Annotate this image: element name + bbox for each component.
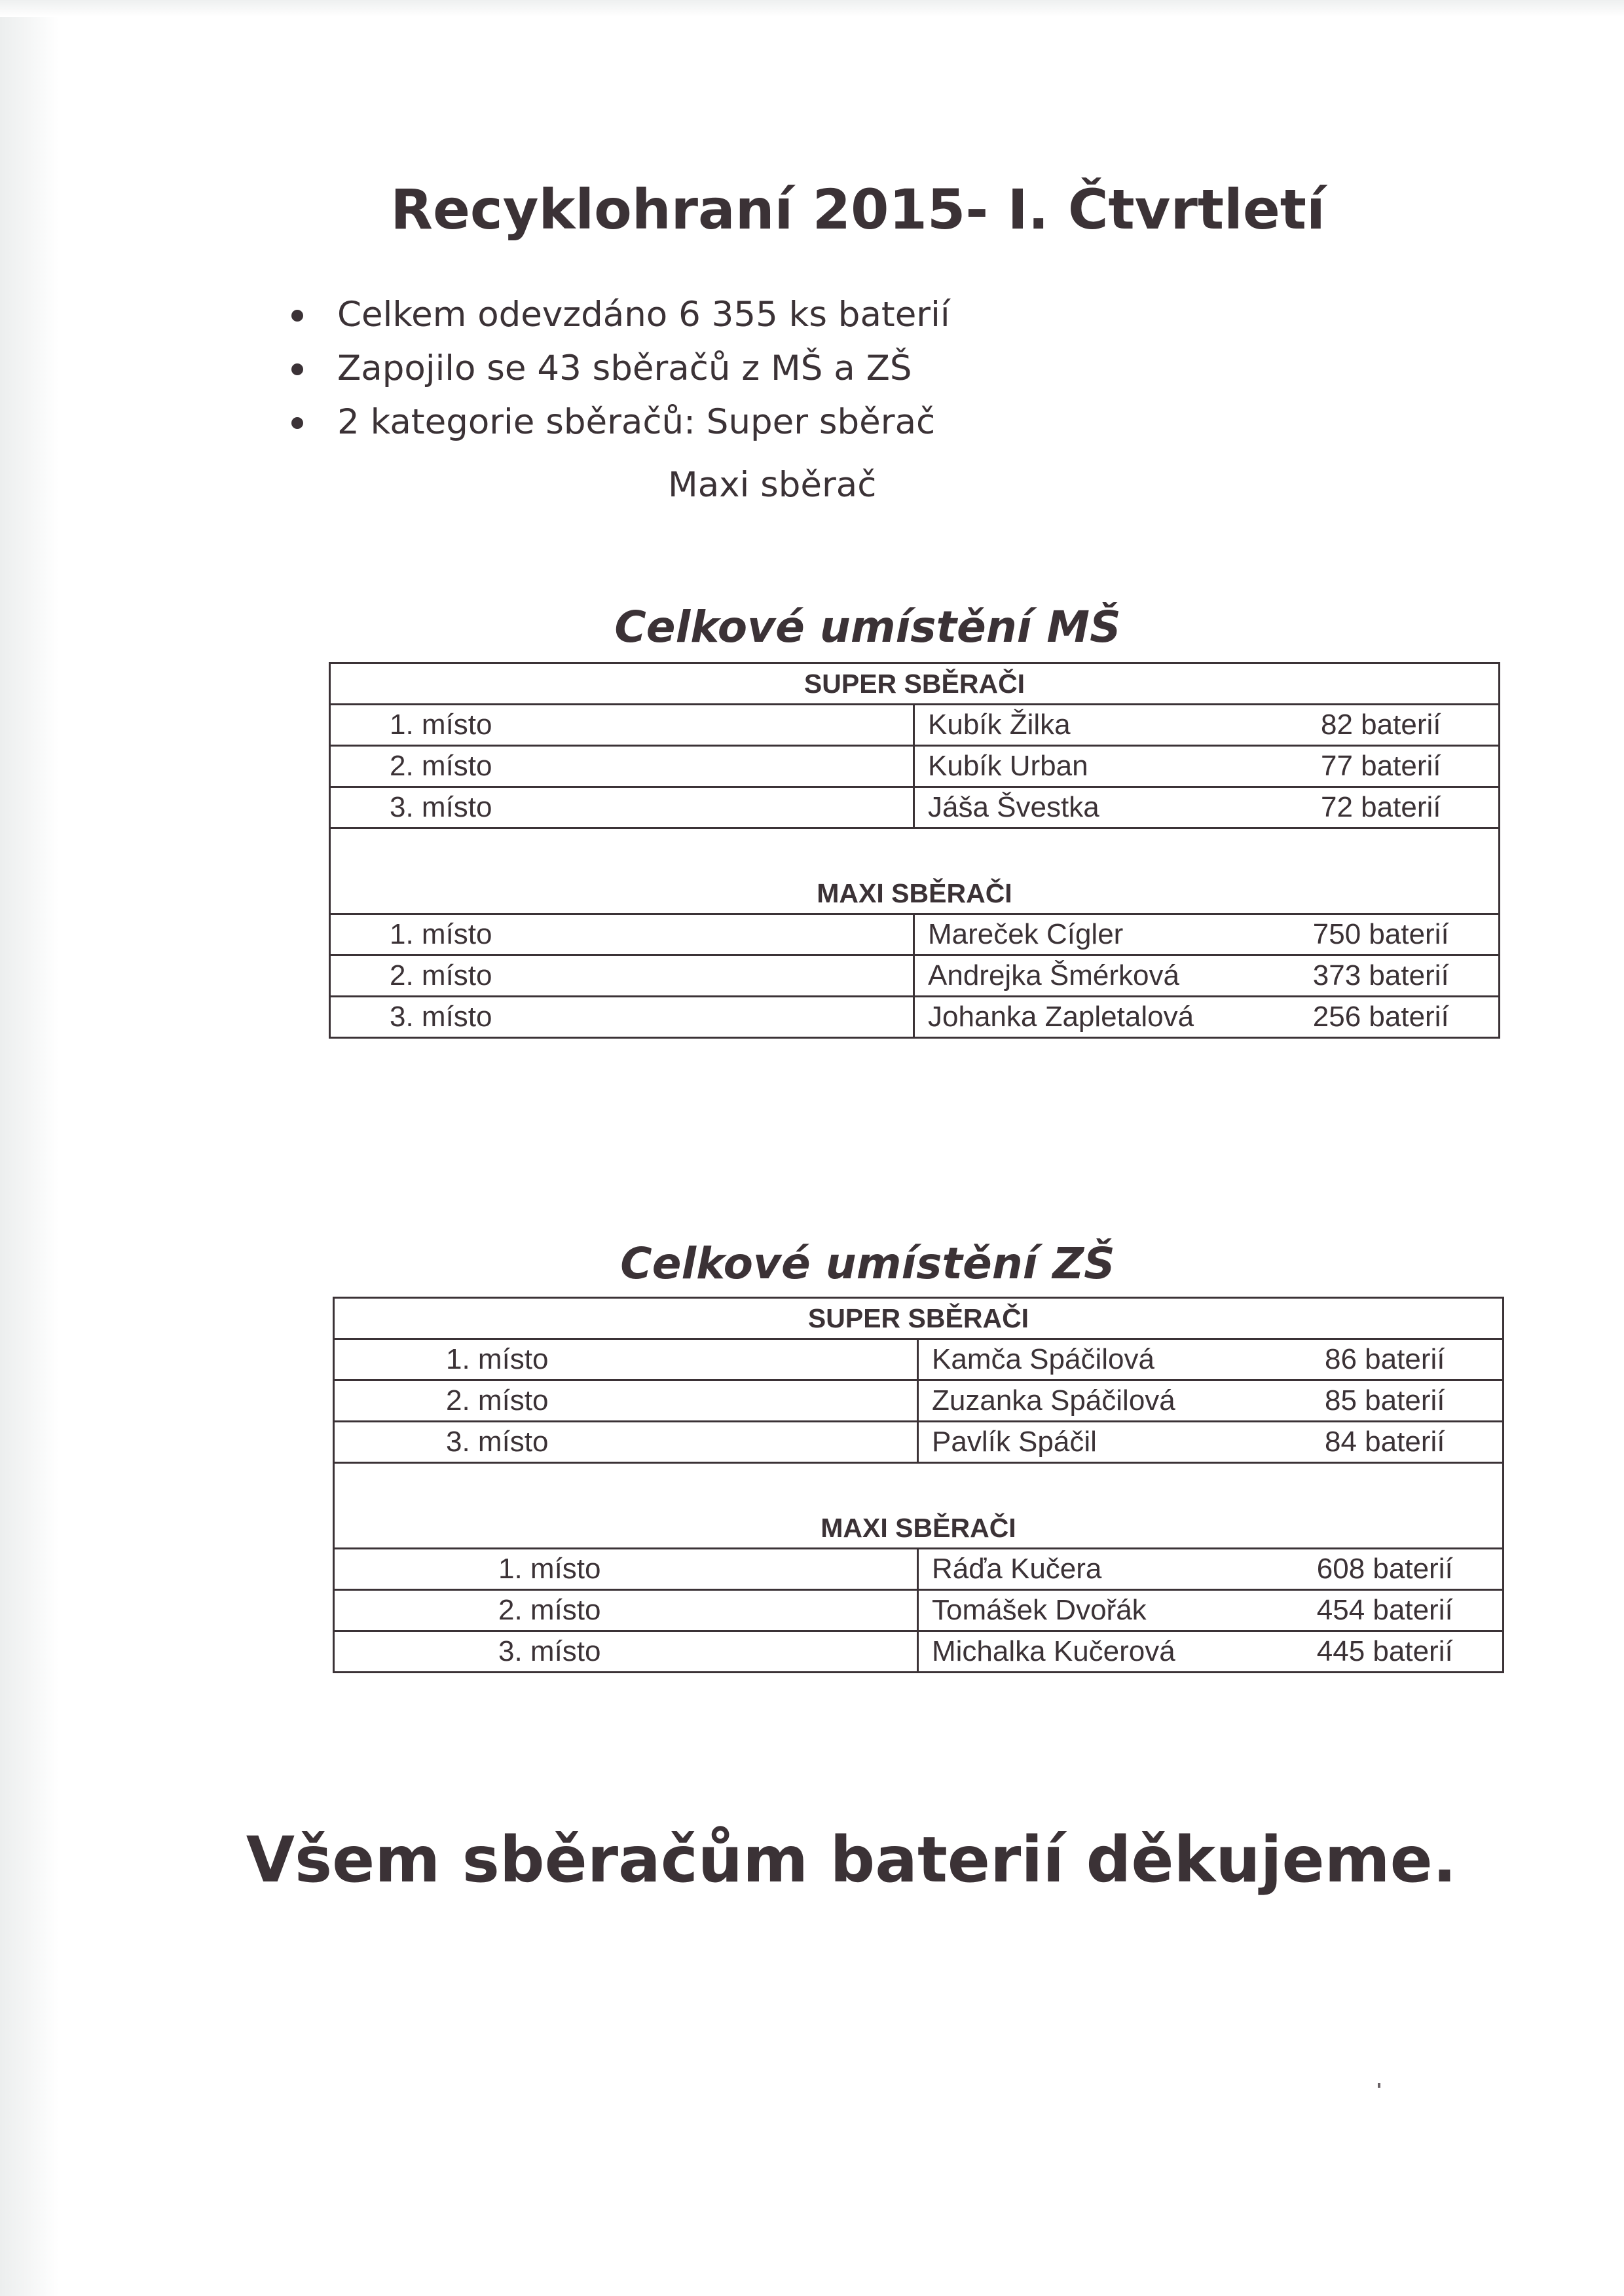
table-row — [334, 1339, 1504, 1380]
category-header-super: SUPER SBĚRAČI — [334, 1298, 1504, 1339]
table-row — [334, 1380, 1504, 1422]
table-row — [330, 914, 1500, 955]
place-cell: 3. místo — [330, 997, 914, 1038]
bullet-icon — [291, 417, 303, 429]
bullet-icon — [291, 310, 303, 322]
place-cell: 1. místo — [334, 1339, 918, 1380]
count-cell: 608 baterií — [1268, 1549, 1504, 1590]
count-cell: 77 baterií — [1264, 746, 1500, 787]
summary-item-text: Celkem odevzdáno 6 355 ks baterií — [337, 295, 950, 335]
count-cell: 454 baterií — [1268, 1590, 1504, 1631]
scan-edge — [0, 0, 59, 2296]
scan-speck — [1378, 2083, 1380, 2088]
count-cell: 256 baterií — [1264, 997, 1500, 1038]
table-row — [330, 705, 1500, 746]
name-cell: Jáša Švestka — [914, 787, 1264, 828]
closing-message: Všem sběračům baterií děkujeme. — [246, 1823, 1457, 1897]
table-row — [334, 1422, 1504, 1463]
summary-item — [291, 396, 950, 449]
count-cell: 85 baterií — [1268, 1380, 1504, 1422]
table-header-row — [334, 1463, 1504, 1549]
count-cell: 82 baterií — [1264, 705, 1500, 746]
count-cell: 750 baterií — [1264, 914, 1500, 955]
name-cell: Kubík Žilka — [914, 705, 1264, 746]
name-cell: Pavlík Spáčil — [918, 1422, 1268, 1463]
place-cell: 1. místo — [330, 705, 914, 746]
table-header-row — [330, 663, 1500, 705]
table-row — [334, 1549, 1504, 1590]
summary-item-continuation: Maxi sběrač — [668, 465, 877, 505]
table-row — [334, 1631, 1504, 1673]
results-table-zs — [333, 1297, 1504, 1673]
place-cell: 2. místo — [334, 1590, 918, 1631]
place-cell: 2. místo — [330, 746, 914, 787]
count-cell: 445 baterií — [1268, 1631, 1504, 1673]
category-header-maxi: MAXI SBĚRAČI — [330, 828, 1500, 914]
summary-list — [291, 288, 950, 449]
category-header-super: SUPER SBĚRAČI — [330, 663, 1500, 705]
count-cell: 373 baterií — [1264, 955, 1500, 997]
name-cell: Kubík Urban — [914, 746, 1264, 787]
table-row — [334, 1590, 1504, 1631]
table-row — [330, 746, 1500, 787]
bullet-icon — [291, 363, 303, 375]
category-header-maxi: MAXI SBĚRAČI — [334, 1463, 1504, 1549]
document-title: Recyklohraní 2015- I. Čtvrtletí — [390, 177, 1325, 242]
section-title-zs: Celkové umístění ZŠ — [620, 1238, 1115, 1289]
name-cell: Mareček Cígler — [914, 914, 1264, 955]
name-cell: Kamča Spáčilová — [918, 1339, 1268, 1380]
name-cell: Zuzanka Spáčilová — [918, 1380, 1268, 1422]
summary-item-text: 2 kategorie sběračů: Super sběrač — [337, 402, 936, 442]
place-cell: 1. místo — [334, 1549, 918, 1590]
name-cell: Andrejka Šmérková — [914, 955, 1264, 997]
place-cell: 2. místo — [334, 1380, 918, 1422]
table-row — [330, 787, 1500, 828]
table-header-row — [330, 828, 1500, 914]
scan-edge-top — [0, 0, 1624, 17]
summary-item — [291, 342, 950, 396]
results-table-ms — [329, 662, 1500, 1039]
place-cell: 3. místo — [334, 1631, 918, 1673]
table-row — [330, 955, 1500, 997]
name-cell: Ráďa Kučera — [918, 1549, 1268, 1590]
section-title-ms: Celkové umístění MŠ — [614, 602, 1121, 652]
name-cell: Tomášek Dvořák — [918, 1590, 1268, 1631]
place-cell: 3. místo — [330, 787, 914, 828]
summary-item — [291, 288, 950, 342]
place-cell: 1. místo — [330, 914, 914, 955]
name-cell: Johanka Zapletalová — [914, 997, 1264, 1038]
table-row — [330, 997, 1500, 1038]
count-cell: 86 baterií — [1268, 1339, 1504, 1380]
count-cell: 84 baterií — [1268, 1422, 1504, 1463]
place-cell: 3. místo — [334, 1422, 918, 1463]
table-header-row — [334, 1298, 1504, 1339]
place-cell: 2. místo — [330, 955, 914, 997]
name-cell: Michalka Kučerová — [918, 1631, 1268, 1673]
count-cell: 72 baterií — [1264, 787, 1500, 828]
summary-item-text: Zapojilo se 43 sběračů z MŠ a ZŠ — [337, 348, 912, 388]
